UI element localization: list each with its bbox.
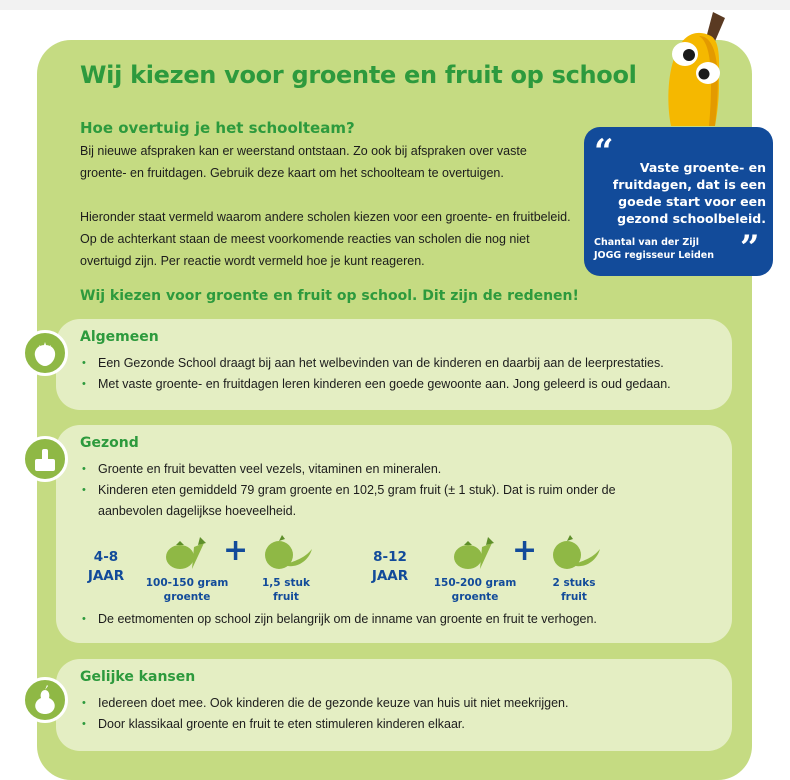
fruit-icon <box>262 535 314 573</box>
bullet-list <box>80 353 671 395</box>
strawberry-icon <box>22 330 68 376</box>
age-group-label <box>78 548 134 586</box>
age-unit: JAAR <box>87 568 125 584</box>
intro-paragraph-2: Hieronder staat vermeld waarom andere scholen kiezen voor een groente- en fruitbeleid. Op de achterkant staan de meest voorkomende reacties van scholen die nog niet overtuigd zijn. Per reactie wordt vermeld hoe je kunt reageren. <box>80 210 571 268</box>
fruit-amount: 2 stuks fruit <box>552 577 596 603</box>
open-quote-mark: “ <box>594 132 614 172</box>
list-item: • Door klassikaal groente en fruit te eten stimuleren kinderen elkaar. <box>80 714 568 735</box>
section-title: Algemeen <box>80 329 159 345</box>
section-title: Gelijke kansen <box>80 669 196 685</box>
list-item: • Kinderen eten gemiddeld 79 gram groente en 102,5 gram fruit (± 1 stuk). Dat is ruim onder de aanbevolen dagelijkse hoeveelheid. <box>80 480 650 522</box>
close-quote-mark: ” <box>740 228 760 268</box>
age-range: 8-12 <box>373 549 407 565</box>
quote-author-name: Chantal van der Zijl <box>594 237 699 248</box>
reasons-heading: Wij kiezen voor groente en fruit op school. Dit zijn de redenen! <box>80 288 579 304</box>
age-unit: JAAR <box>371 568 409 584</box>
quote-text: Vaste groente- en fruitdagen, dat is een goede start voor een gezond schoolbeleid. <box>612 160 766 226</box>
list-item: • Iedereen doet mee. Ook kinderen die de gezonde keuze van huis uit niet meekrijgen. <box>80 693 568 714</box>
section-gezond <box>56 425 732 643</box>
list-item: • Groente en fruit bevatten veel vezels, vitaminen en mineralen. <box>80 459 650 480</box>
list-item: • Met vaste groente- en fruitdagen leren kinderen een goede gewoonte aan. Jong geleerd is oud gedaan. <box>80 374 671 395</box>
quote-author <box>594 236 714 262</box>
vegetables-amount: 100-150 gram groente <box>145 577 229 603</box>
section-title: Gezond <box>80 435 139 451</box>
section-gelijke-kansen <box>56 659 732 751</box>
page-title: Wij kiezen voor groente en fruit op school <box>80 61 637 89</box>
plus-sign: + <box>512 533 538 568</box>
bullet-list <box>80 459 650 522</box>
thumbs-up-icon <box>22 436 68 482</box>
banana-mascot <box>655 6 755 126</box>
fruit-amount: 1,5 stuk fruit <box>262 577 310 603</box>
list-item: • De eetmomenten op school zijn belangrijk om de inname van groente en fruit te verhogen. <box>80 609 700 630</box>
vegetables-icon <box>450 533 500 573</box>
bullet-list <box>80 693 568 735</box>
vegetables-amount: 150-200 gram groente <box>433 577 517 603</box>
quote-box <box>584 127 773 276</box>
pear-icon <box>22 677 68 723</box>
list-item: • Een Gezonde School draagt bij aan het welbevinden van de kinderen en daarbij aan de leerprestaties. <box>80 353 671 374</box>
quote-author-role: JOGG regisseur Leiden <box>594 250 714 261</box>
age-range: 4-8 <box>93 549 119 565</box>
age-group-label <box>362 548 418 586</box>
plus-sign: + <box>223 533 249 568</box>
fruit-icon <box>550 535 602 573</box>
vegetables-icon <box>162 533 212 573</box>
section-algemeen <box>56 319 732 410</box>
intro-paragraph-1: Bij nieuwe afspraken kan er weerstand ontstaan. Zo ook bij afspraken over vaste groente- en fruitdagen. Gebruik deze kaart om het schoolteam te overtuigen. <box>80 144 527 180</box>
bullet-list <box>80 609 700 630</box>
subtitle: Hoe overtuig je het schoolteam? <box>80 119 355 137</box>
